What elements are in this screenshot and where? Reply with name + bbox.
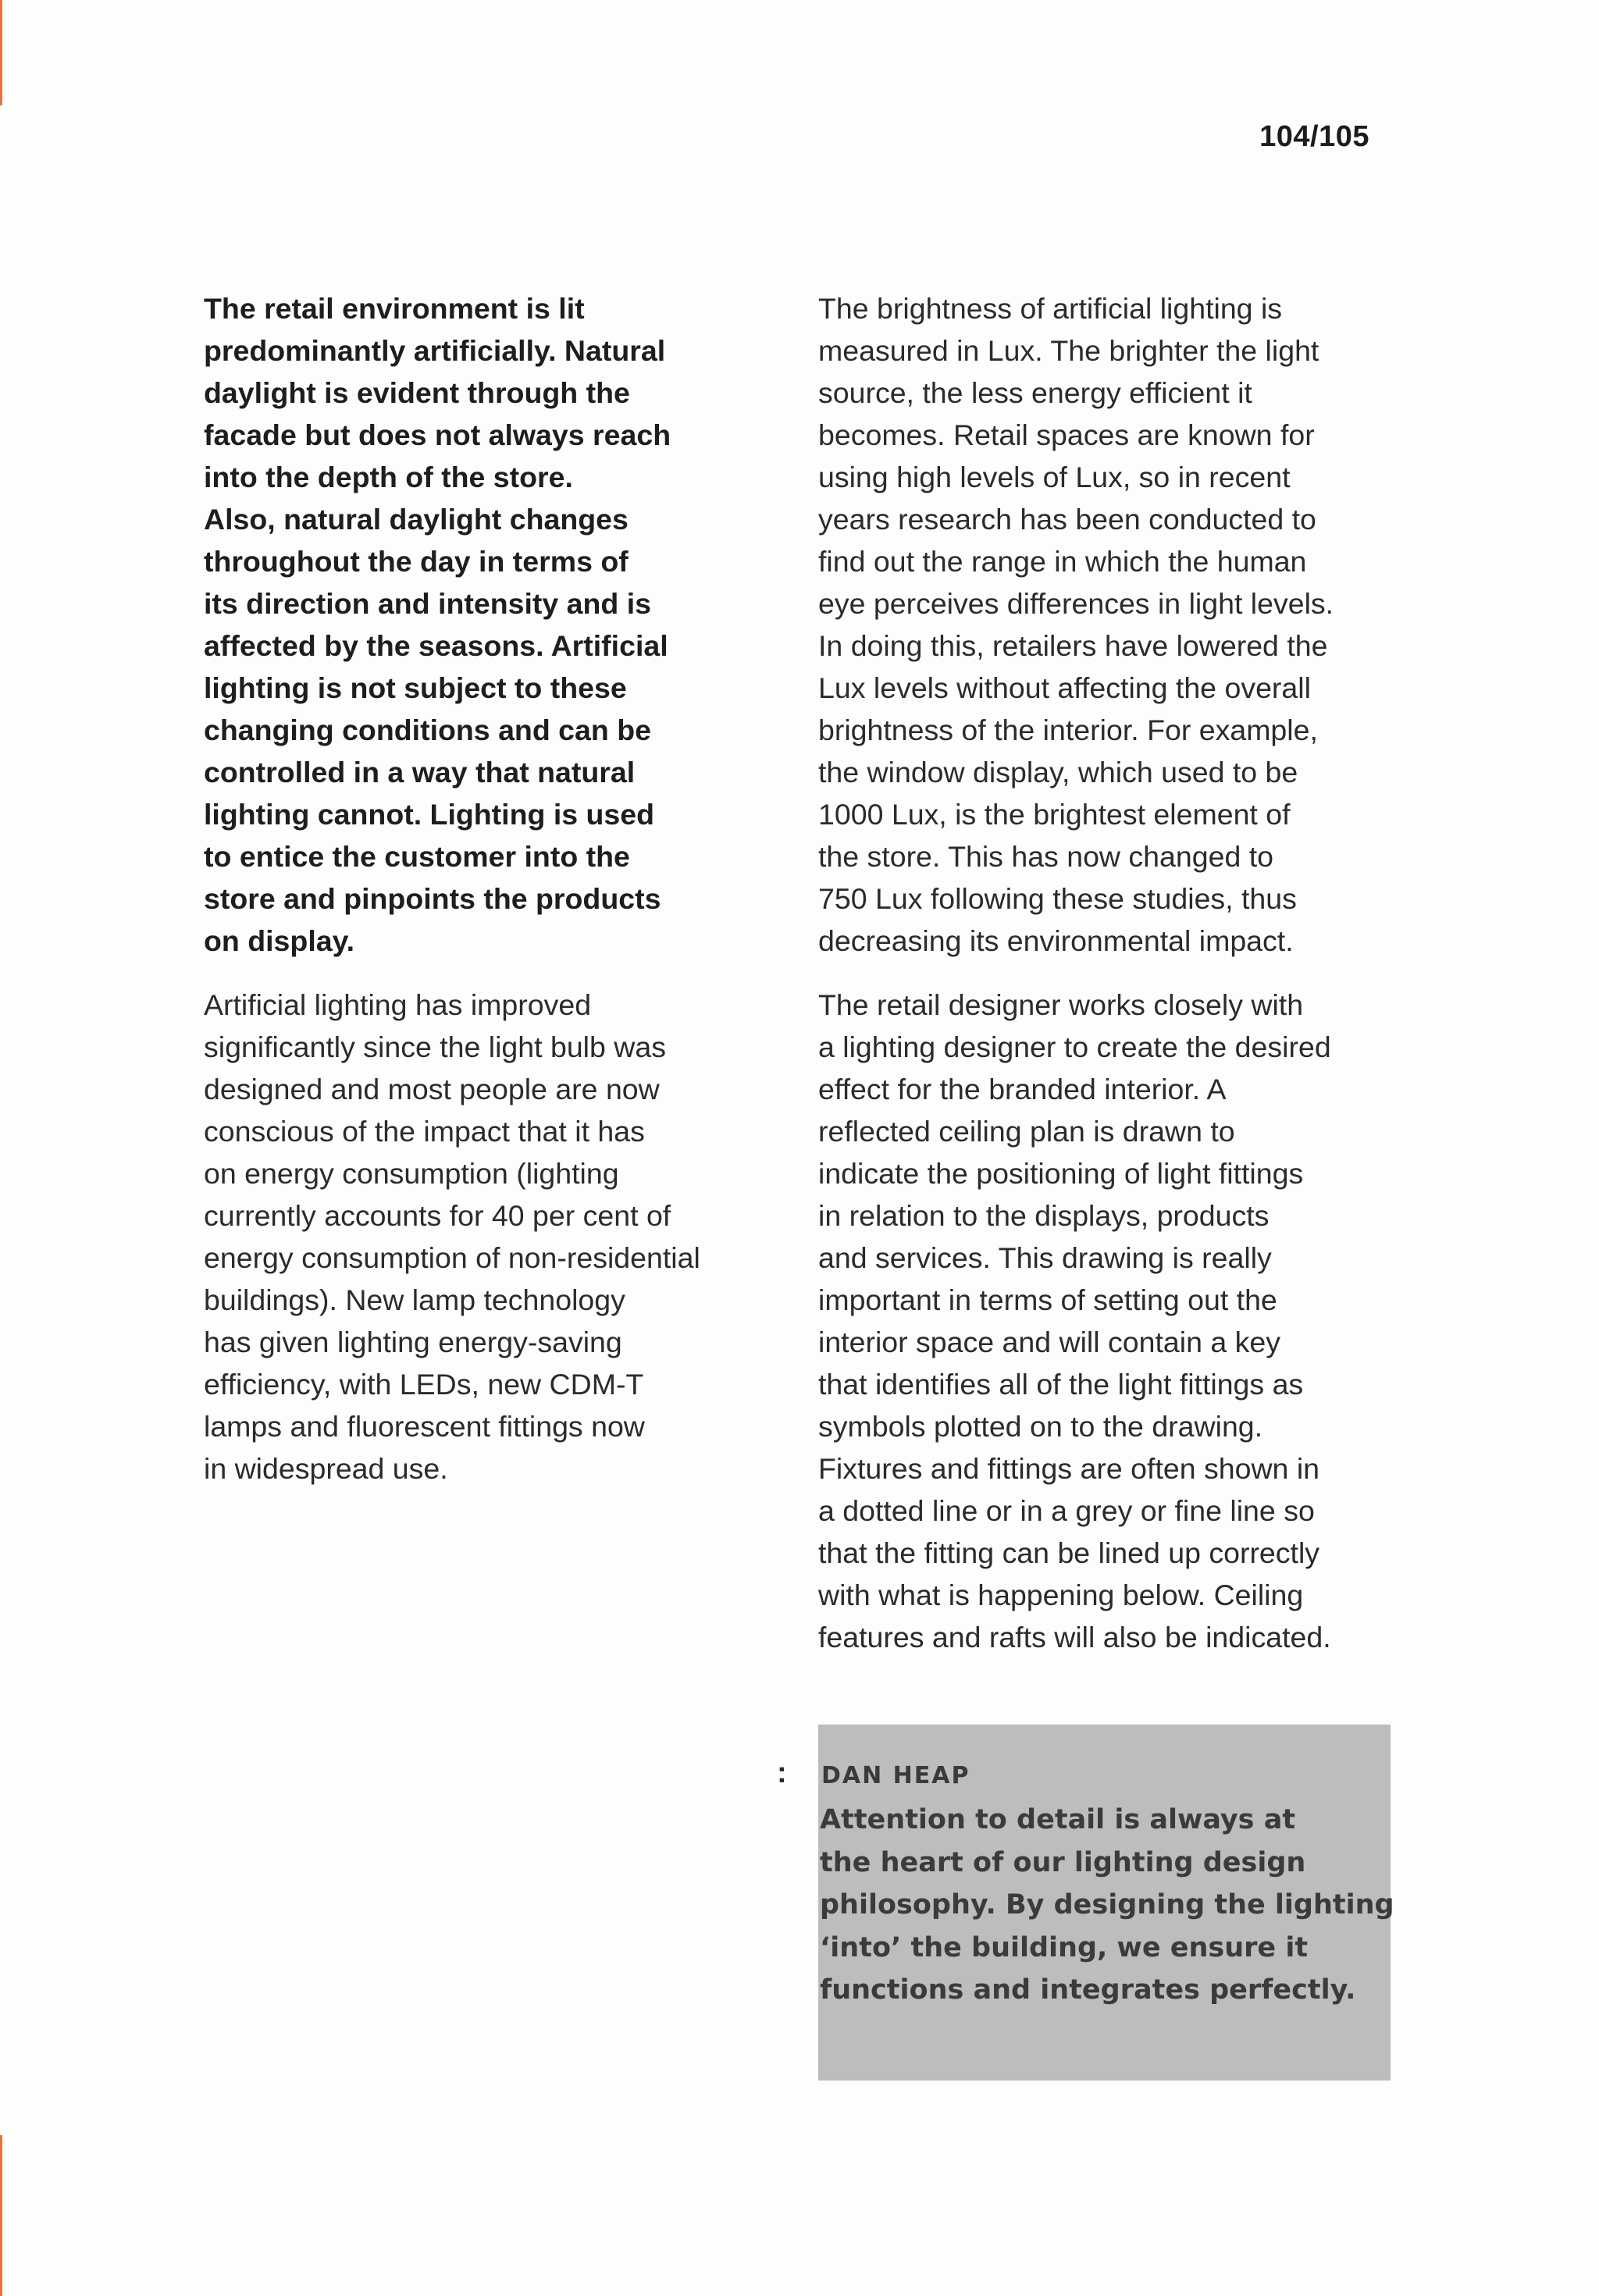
lede-line: store and pinpoints the products bbox=[204, 882, 661, 915]
body-line: Fixtures and fittings are often shown in bbox=[818, 1452, 1320, 1485]
lede-line: The retail environment is lit bbox=[204, 292, 585, 325]
lede-line: changing conditions and can be bbox=[204, 714, 651, 746]
lede-line: affected by the seasons. Artificial bbox=[204, 629, 668, 662]
left-column bbox=[204, 287, 750, 1490]
lede-line: lighting cannot. Lighting is used bbox=[204, 798, 655, 831]
lede-line: its direction and intensity and is bbox=[204, 587, 652, 620]
quote-marker: : bbox=[777, 1757, 787, 1789]
pull-quote-text bbox=[820, 1799, 1398, 2012]
body-line: Artificial lighting has improved bbox=[204, 988, 592, 1021]
body-line: Lux levels without affecting the overall bbox=[818, 671, 1311, 704]
body-line: using high levels of Lux, so in recent bbox=[818, 461, 1291, 493]
lede-line: on display. bbox=[204, 924, 355, 957]
quote-line: Attention to detail is always at bbox=[820, 1804, 1296, 1835]
body-line: The retail designer works closely with bbox=[818, 988, 1304, 1021]
quote-attribution: DAN HEAP bbox=[821, 1762, 970, 1789]
lede-line: to entice the customer into the bbox=[204, 840, 630, 873]
body-line: a dotted line or in a grey or fine line so bbox=[818, 1494, 1315, 1527]
body-line: energy consumption of non-residential bbox=[204, 1241, 700, 1274]
quote-line: the heart of our lighting design bbox=[820, 1846, 1306, 1878]
body-line: eye perceives differences in light levels. bbox=[818, 587, 1334, 620]
body-line: significantly since the light bulb was bbox=[204, 1031, 666, 1063]
body-line: the store. This has now changed to bbox=[818, 840, 1274, 873]
quote-line: functions and integrates perfectly. bbox=[820, 1974, 1356, 2006]
lede-line: into the depth of the store. bbox=[204, 461, 573, 493]
body-line: lamps and fluorescent fittings now bbox=[204, 1410, 645, 1443]
body-paragraph-lux-levels bbox=[818, 287, 1380, 962]
body-line: brightness of the interior. For example, bbox=[818, 714, 1318, 746]
body-line: effect for the branded interior. A bbox=[818, 1073, 1227, 1105]
body-line: symbols plotted on to the drawing. bbox=[818, 1410, 1263, 1443]
body-line: In doing this, retailers have lowered the bbox=[818, 629, 1328, 662]
body-line: in relation to the displays, products bbox=[818, 1199, 1270, 1232]
body-line: currently accounts for 40 per cent of bbox=[204, 1199, 671, 1232]
body-line: measured in Lux. The brighter the light bbox=[818, 334, 1319, 367]
lede-paragraph bbox=[204, 287, 750, 962]
body-line: reflected ceiling plan is drawn to bbox=[818, 1115, 1235, 1148]
body-line: 1000 Lux, is the brightest element of bbox=[818, 798, 1291, 831]
body-line: decreasing its environmental impact. bbox=[818, 924, 1294, 957]
body-line: with what is happening below. Ceiling bbox=[818, 1579, 1304, 1611]
body-line: important in terms of setting out the bbox=[818, 1283, 1277, 1316]
body-line: designed and most people are now bbox=[204, 1073, 660, 1105]
lede-line: facade but does not always reach bbox=[204, 418, 671, 451]
edge-accent-top bbox=[0, 0, 2, 105]
lede-line: daylight is evident through the bbox=[204, 376, 630, 409]
quote-line: philosophy. By designing the lighting bbox=[820, 1889, 1394, 1920]
right-column bbox=[818, 287, 1380, 1658]
body-line: becomes. Retail spaces are known for bbox=[818, 418, 1315, 451]
body-paragraph-lighting-technology bbox=[204, 984, 750, 1490]
body-line: 750 Lux following these studies, thus bbox=[818, 882, 1297, 915]
body-line: in widespread use. bbox=[204, 1452, 448, 1485]
lede-line: controlled in a way that natural bbox=[204, 756, 636, 788]
body-line: efficiency, with LEDs, new CDM-T bbox=[204, 1368, 644, 1401]
edge-accent-bottom bbox=[0, 2135, 2, 2296]
body-line: conscious of the impact that it has bbox=[204, 1115, 645, 1148]
lede-line: lighting is not subject to these bbox=[204, 671, 627, 704]
body-line: on energy consumption (lighting bbox=[204, 1157, 619, 1190]
lede-line: throughout the day in terms of bbox=[204, 545, 629, 578]
body-line: that identifies all of the light fittings as bbox=[818, 1368, 1304, 1401]
body-line: and services. This drawing is really bbox=[818, 1241, 1272, 1274]
lede-line: Also, natural daylight changes bbox=[204, 503, 629, 536]
body-line: The brightness of artificial lighting is bbox=[818, 292, 1283, 325]
body-line: the window display, which used to be bbox=[818, 756, 1298, 788]
body-line: has given lighting energy-saving bbox=[204, 1326, 622, 1358]
quote-line: ‘into’ the building, we ensure it bbox=[820, 1931, 1309, 1963]
body-line: source, the less energy efficient it bbox=[818, 376, 1252, 409]
body-line: features and rafts will also be indicated. bbox=[818, 1621, 1331, 1653]
body-line: that the fitting can be lined up correctly bbox=[818, 1536, 1320, 1569]
body-paragraph-ceiling-plan bbox=[818, 984, 1380, 1658]
body-line: find out the range in which the human bbox=[818, 545, 1307, 578]
lede-line: predominantly artificially. Natural bbox=[204, 334, 666, 367]
body-line: indicate the positioning of light fittings bbox=[818, 1157, 1304, 1190]
page-number: 104/105 bbox=[1259, 120, 1369, 153]
body-line: interior space and will contain a key bbox=[818, 1326, 1280, 1358]
body-line: years research has been conducted to bbox=[818, 503, 1316, 536]
body-line: a lighting designer to create the desired bbox=[818, 1031, 1331, 1063]
body-line: buildings). New lamp technology bbox=[204, 1283, 625, 1316]
